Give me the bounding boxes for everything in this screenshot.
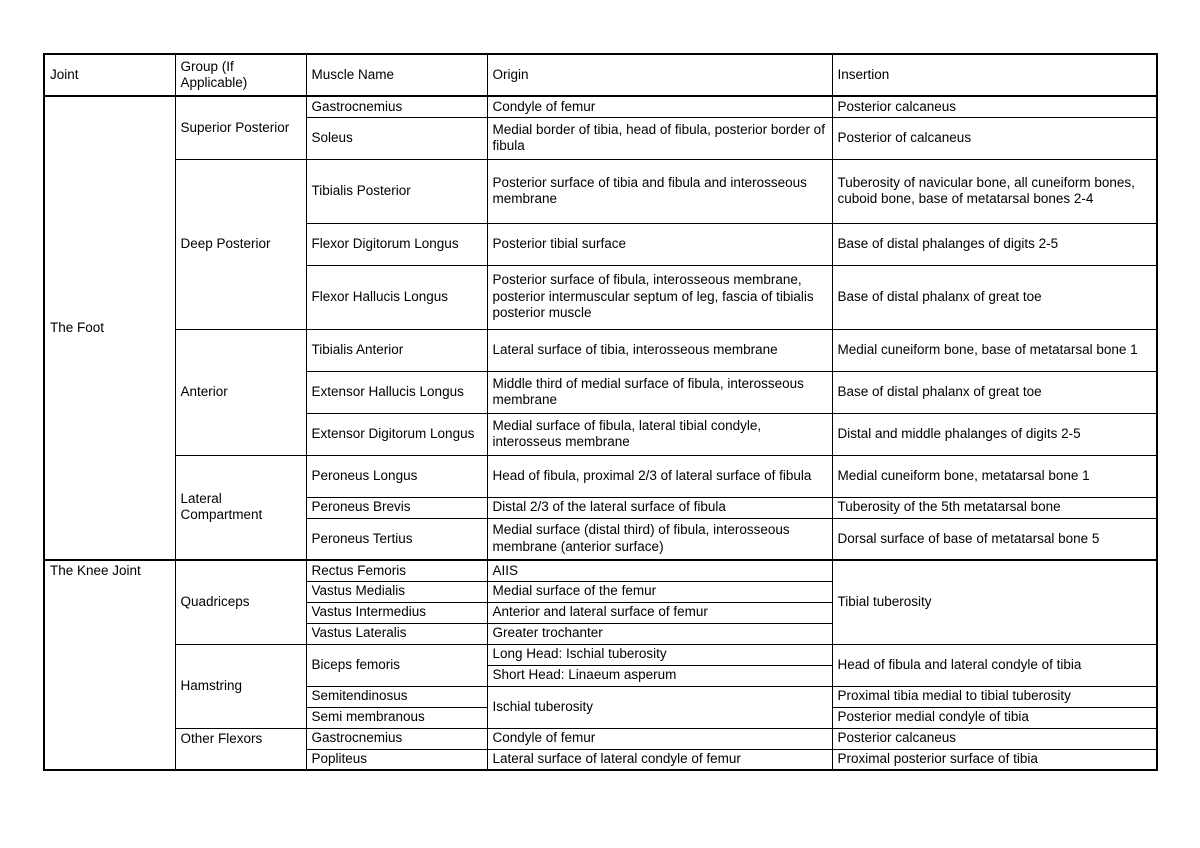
insertion-cell: Tuberosity of navicular bone, all cuneiform bones, cuboid bone, base of metatarsal bones 2-4 <box>832 159 1157 223</box>
insertion-cell: Medial cuneiform bone, metatarsal bone 1 <box>832 455 1157 497</box>
origin-cell: Posterior surface of fibula, interosseous membrane, posterior intermuscular septum of leg, fascia of tibialis posterior muscle <box>487 265 832 329</box>
header-joint: Joint <box>44 54 175 96</box>
muscle-table <box>43 53 1158 771</box>
muscle-cell: Gastrocnemius <box>306 728 487 749</box>
muscle-cell: Semi membranous <box>306 707 487 728</box>
muscle-cell: Tibialis Anterior <box>306 329 487 371</box>
origin-cell: Short Head: Linaeum asperum <box>487 665 832 686</box>
muscle-cell: Soleus <box>306 117 487 159</box>
group-cell: Superior Posterior <box>175 96 306 159</box>
origin-cell: Condyle of femur <box>487 96 832 117</box>
insertion-cell: Proximal tibia medial to tibial tuberosity <box>832 686 1157 707</box>
table-row <box>44 560 1157 581</box>
origin-cell: Middle third of medial surface of fibula, interosseous membrane <box>487 371 832 413</box>
table-row <box>44 96 1157 117</box>
origin-cell: Medial surface of fibula, lateral tibial condyle, interosseus membrane <box>487 413 832 455</box>
table-row <box>44 728 1157 749</box>
insertion-cell: Dorsal surface of base of metatarsal bone 5 <box>832 518 1157 560</box>
muscle-cell: Extensor Digitorum Longus <box>306 413 487 455</box>
origin-cell: Medial border of tibia, head of fibula, posterior border of fibula <box>487 117 832 159</box>
muscle-cell: Vastus Medialis <box>306 581 487 602</box>
group-cell: Deep Posterior <box>175 159 306 329</box>
origin-cell: Posterior tibial surface <box>487 223 832 265</box>
muscle-cell: Popliteus <box>306 749 487 770</box>
joint-cell-knee: The Knee Joint <box>44 560 175 770</box>
muscle-cell: Peroneus Tertius <box>306 518 487 560</box>
group-cell: Lateral Compartment <box>175 455 306 560</box>
insertion-cell: Distal and middle phalanges of digits 2-5 <box>832 413 1157 455</box>
insertion-cell: Medial cuneiform bone, base of metatarsal bone 1 <box>832 329 1157 371</box>
insertion-cell: Posterior medial condyle of tibia <box>832 707 1157 728</box>
group-cell: Anterior <box>175 329 306 455</box>
origin-cell: Anterior and lateral surface of femur <box>487 602 832 623</box>
muscle-cell: Rectus Femoris <box>306 560 487 581</box>
insertion-cell: Base of distal phalanx of great toe <box>832 265 1157 329</box>
muscle-cell: Biceps femoris <box>306 644 487 686</box>
insertion-cell: Posterior calcaneus <box>832 728 1157 749</box>
muscle-cell: Flexor Digitorum Longus <box>306 223 487 265</box>
origin-cell: Condyle of femur <box>487 728 832 749</box>
origin-cell: Posterior surface of tibia and fibula and interosseous membrane <box>487 159 832 223</box>
origin-cell: Lateral surface of lateral condyle of femur <box>487 749 832 770</box>
insertion-cell: Base of distal phalanges of digits 2-5 <box>832 223 1157 265</box>
origin-cell: Medial surface (distal third) of fibula, interosseous membrane (anterior surface) <box>487 518 832 560</box>
table-row <box>44 329 1157 371</box>
group-cell: Other Flexors <box>175 728 306 770</box>
muscle-cell: Vastus Intermedius <box>306 602 487 623</box>
muscle-cell: Peroneus Longus <box>306 455 487 497</box>
header-muscle: Muscle Name <box>306 54 487 96</box>
origin-cell: AIIS <box>487 560 832 581</box>
header-row <box>44 54 1157 96</box>
muscle-cell: Semitendinosus <box>306 686 487 707</box>
joint-cell-foot: The Foot <box>44 96 175 560</box>
origin-cell: Medial surface of the femur <box>487 581 832 602</box>
insertion-cell: Posterior calcaneus <box>832 96 1157 117</box>
insertion-cell: Head of fibula and lateral condyle of tibia <box>832 644 1157 686</box>
origin-cell: Head of fibula, proximal 2/3 of lateral surface of fibula <box>487 455 832 497</box>
muscle-cell: Vastus Lateralis <box>306 623 487 644</box>
muscle-cell: Flexor Hallucis Longus <box>306 265 487 329</box>
table-row <box>44 644 1157 665</box>
insertion-cell: Proximal posterior surface of tibia <box>832 749 1157 770</box>
origin-cell: Greater trochanter <box>487 623 832 644</box>
muscle-cell: Tibialis Posterior <box>306 159 487 223</box>
origin-cell: Distal 2/3 of the lateral surface of fibula <box>487 497 832 518</box>
origin-cell: Lateral surface of tibia, interosseous membrane <box>487 329 832 371</box>
insertion-cell: Base of distal phalanx of great toe <box>832 371 1157 413</box>
header-origin: Origin <box>487 54 832 96</box>
muscle-cell: Gastrocnemius <box>306 96 487 117</box>
insertion-cell: Posterior of calcaneus <box>832 117 1157 159</box>
group-cell: Quadriceps <box>175 560 306 644</box>
origin-cell: Ischial tuberosity <box>487 686 832 728</box>
group-cell: Hamstring <box>175 644 306 728</box>
muscle-cell: Extensor Hallucis Longus <box>306 371 487 413</box>
origin-cell: Long Head: Ischial tuberosity <box>487 644 832 665</box>
insertion-cell: Tibial tuberosity <box>832 560 1157 644</box>
insertion-cell: Tuberosity of the 5th metatarsal bone <box>832 497 1157 518</box>
muscle-cell: Peroneus Brevis <box>306 497 487 518</box>
header-group: Group (If Applicable) <box>175 54 306 96</box>
header-insertion: Insertion <box>832 54 1157 96</box>
table-row <box>44 455 1157 497</box>
table-row <box>44 159 1157 223</box>
